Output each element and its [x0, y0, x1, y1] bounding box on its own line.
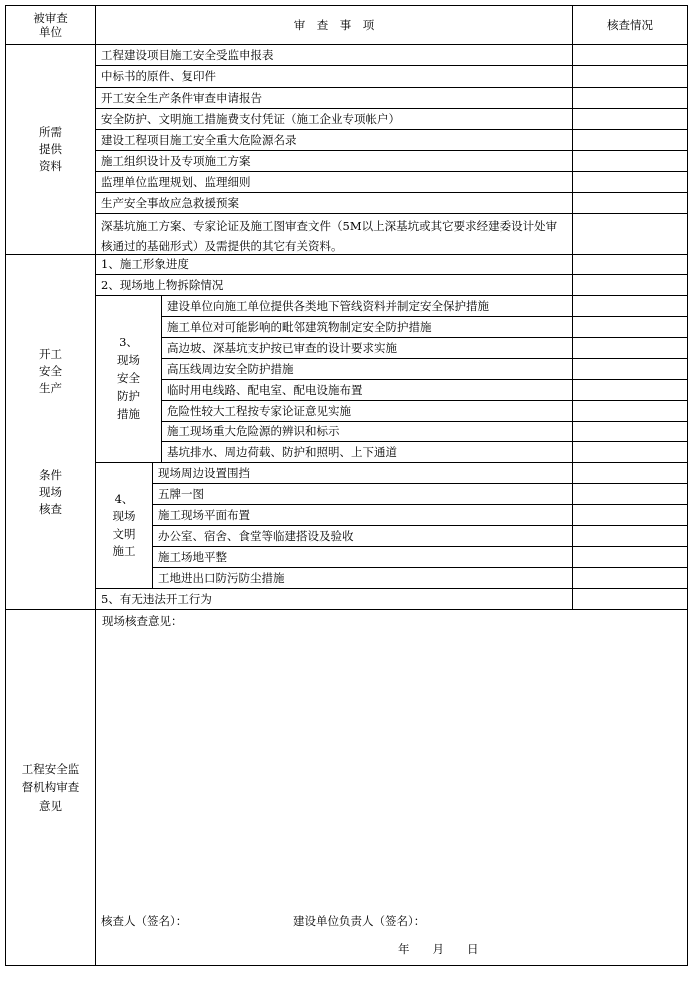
civilized-measure: 现场周边设置围挡: [158, 465, 250, 480]
safety-measure: 施工现场重大危险源的辨识和标示: [167, 424, 340, 439]
safety-measure: 危险性较大工程按专家论证意见实施: [167, 403, 351, 418]
site-item-safety-label: 3、 现场 安全 防护 措施: [117, 335, 140, 421]
date-label: 年 月 日: [398, 942, 479, 956]
doc-item: 深基坑施工方案、专家论证及施工图审查文件（5M以上深基坑或其它要求经建委设计处审核通过的基础形式）及需提供的其它有关资料。: [101, 219, 558, 253]
doc-item: 中标书的原件、复印件: [101, 69, 216, 84]
doc-item: 工程建设项目施工安全受监申报表: [101, 47, 274, 62]
civilized-measure: 施工场地平整: [158, 549, 227, 564]
doc-item: 安全防护、文明施工措施费支付凭证（施工企业专项帐户）: [101, 111, 400, 126]
site-item-demolition: 2、现场地上物拆除情况: [101, 277, 224, 292]
header-unit-label: 被审查 单位: [33, 10, 68, 39]
safety-measure: 基坑排水、周边荷载、防护和照明、上下通道: [167, 444, 397, 459]
civilized-measure: 工地进出口防污防尘措施: [158, 570, 285, 585]
owner-signature-label: 建设单位负责人（签名）：: [293, 914, 426, 928]
doc-item: 开工安全生产条件审查申请报告: [101, 90, 262, 105]
header-items-label: 审 查 事 项: [293, 17, 375, 32]
doc-item: 生产安全事故应急救援预案: [101, 195, 239, 210]
doc-item: 建设工程项目施工安全重大危险源名录: [101, 132, 297, 147]
civilized-measure: 办公室、宿舍、食堂等临建搭设及验收: [158, 528, 354, 543]
safety-measure: 施工单位对可能影响的毗邻建筑物制定安全防护措施: [167, 319, 432, 334]
safety-measure: 高边坡、深基坑支护按已审查的设计要求实施: [167, 340, 397, 355]
opinion-area[interactable]: [96, 610, 687, 965]
site-item-progress: 1、施工形象进度: [101, 257, 189, 272]
site-item-illegal-start: 5、有无违法开工行为: [101, 591, 212, 606]
inspector-signature-label: 核查人（签名）：: [101, 914, 188, 928]
civilized-measure: 五牌一图: [158, 486, 204, 501]
safety-measure: 建设单位向施工单位提供各类地下管线资料并制定安全保护措施: [167, 298, 489, 313]
header-status-label: 核查情况: [607, 17, 653, 32]
safety-measure: 临时用电线路、配电室、配电设施布置: [167, 382, 363, 397]
civilized-measure: 施工现场平面布置: [158, 507, 250, 522]
section-docs-label: 所需 提供 资料: [39, 124, 62, 174]
site-item-civilized-label: 4、 现场 文明 施工: [112, 492, 136, 558]
section-opinion-label: 工程安全监 督机构审查 意见: [21, 761, 80, 813]
doc-item: 施工组织设计及专项施工方案: [101, 153, 251, 168]
opinion-label: 现场核查意见：: [102, 614, 183, 628]
safety-measure: 高压线周边安全防护措施: [167, 361, 294, 376]
doc-item: 监理单位监理规划、监理细则: [101, 174, 251, 189]
section-site-label: 开工 安全 生产 条件 现场 核查: [39, 346, 62, 516]
